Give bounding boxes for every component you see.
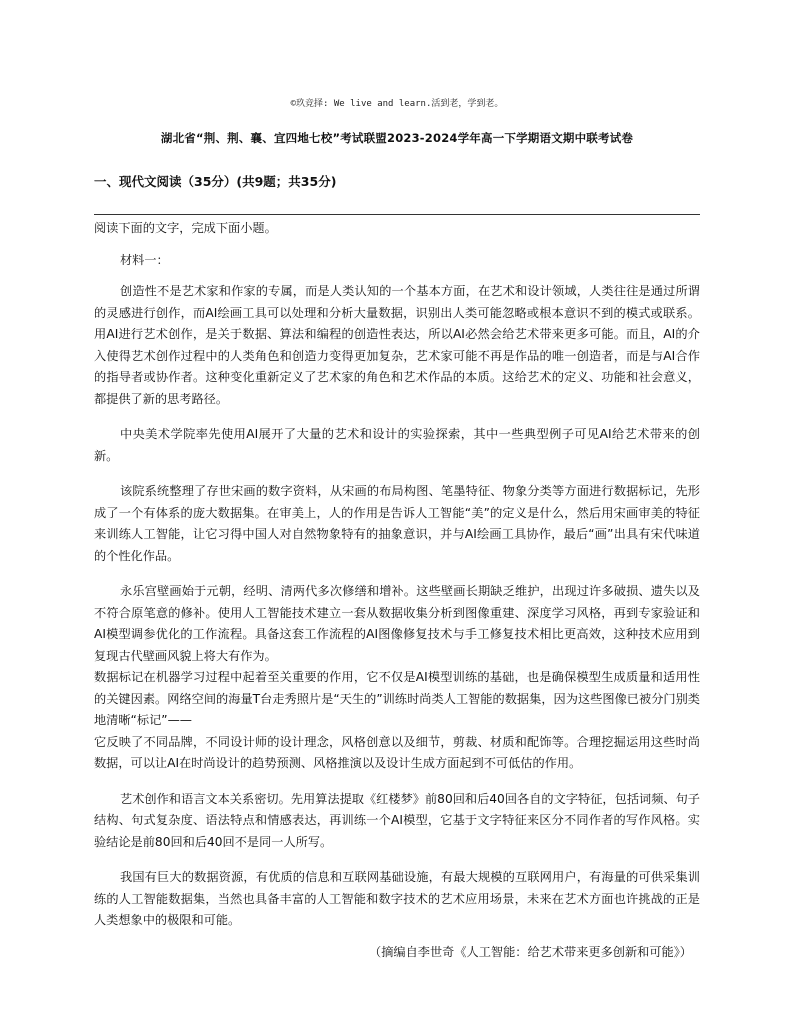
- paragraph-3: 该院系统整理了存世宋画的数字资料，从宋画的布局构图、笔墨特征、物象分类等方面进行数据标记，先形成了一个有体系的庞大数据集。在审美上，人的作用是告诉人工智能“美”的定义是什么，然后用宋画审美的特征来训练人工智能，让它习得中国人对自然物象特有的抽象意识，并与AI绘画工具协作，最后“画”出具有宋代味道的个性化作品。: [94, 484, 700, 563]
- watermark-text: ©玖竞择: We live and learn.活到老，学到老。: [290, 99, 504, 109]
- paragraph-2: 中央美术学院率先使用AI展开了大量的艺术和设计的实验探索，其中一些典型例子可见AI给艺术带来的创新。: [94, 427, 700, 463]
- paragraph-6: 它反映了不同品牌，不同设计师的设计理念，风格创意以及细节，剪裁、材质和配饰等。合理挖掘运用这些时尚数据，可以让AI在时尚设计的趋势预测、风格推演以及设计生成方面起到不可低估的作用。: [94, 734, 700, 770]
- paragraph-4: 永乐宫壁画始于元朝，经明、清两代多次修缮和增补。这些壁画长期缺乏维护，出现过许多破损、遗失以及不符合原笔意的修补。使用人工智能技术建立一套从数据收集分析到图像重建、深度学习风格，再到专家验证和AI模型调参优化的工作流程。具备这套工作流程的AI图像修复技术与手工修复技术相比更高效，这种技术应用到复现古代壁画风貌上将大有作为。: [94, 584, 700, 663]
- material-label: 材料一：: [120, 252, 169, 267]
- section-heading: 一、现代文阅读（35分）(共9题；共35分): [94, 174, 337, 189]
- paragraph-1: 创造性不是艺术家和作家的专属，而是人类认知的一个基本方面，在艺术和设计领域，人类往往是通过所谓的灵感进行创作，而AI绘画工具可以处理和分析大量数据，识别出人类可能忽略或根本意识不到的模式或联系。用AI进行艺术创作，是关于数据、算法和编程的创造性表达，所以AI必然会给艺术带来更多可能。而且，AI的介入使得艺术创作过程中的人类角色和创造力变得更加复杂，艺术家可能不再是作品的唯一创造者，而是与AI合作的指导者或协作者。这种变化重新定义了艺术家的角色和艺术作品的本质。这给艺术的定义、功能和社会意义，都提供了新的思考路径。: [94, 284, 700, 406]
- paragraph-8: 我国有巨大的数据资源，有优质的信息和互联网基础设施，有最大规模的互联网用户，有海量的可供采集训练的人工智能数据集，当然也具备丰富的人工智能和数字技术的艺术应用场景，未来在艺术方面也许挑战的正是人类想象中的极限和可能。: [94, 870, 700, 927]
- paragraph-7: 艺术创作和语言文本关系密切。先用算法提取《红楼梦》前80回和后40回各自的文字特征，包括词频、句子结构、句式复杂度、语法特点和情感表达，再训练一个AI模型，它基于文字特征来区分不同作者的写作风格。实验结论是前80回和后40回不是同一人所写。: [94, 791, 700, 849]
- reading-passage: [94, 218, 700, 963]
- exam-title: 湖北省“荆、荆、襄、宜四地七校”考试联盟2023-2024学年高一下学期语文期中联考试卷: [160, 131, 634, 145]
- instruction-text: 阅读下面的文字，完成下面小题。: [94, 221, 277, 235]
- divider-line: [94, 214, 700, 215]
- paragraph-5: 数据标记在机器学习过程中起着至关重要的作用，它不仅是AI模型训练的基础，也是确保模型生成质量和适用性的关键因素。网络空间的海量T台走秀照片是“天生的”训练时尚类人工智能的数据集，因为这些图像已被分门别类地清晰“标记”——: [94, 670, 700, 727]
- source-citation: （摘编自李世奇《人工智能：给艺术带来更多创新和可能》）: [369, 944, 692, 959]
